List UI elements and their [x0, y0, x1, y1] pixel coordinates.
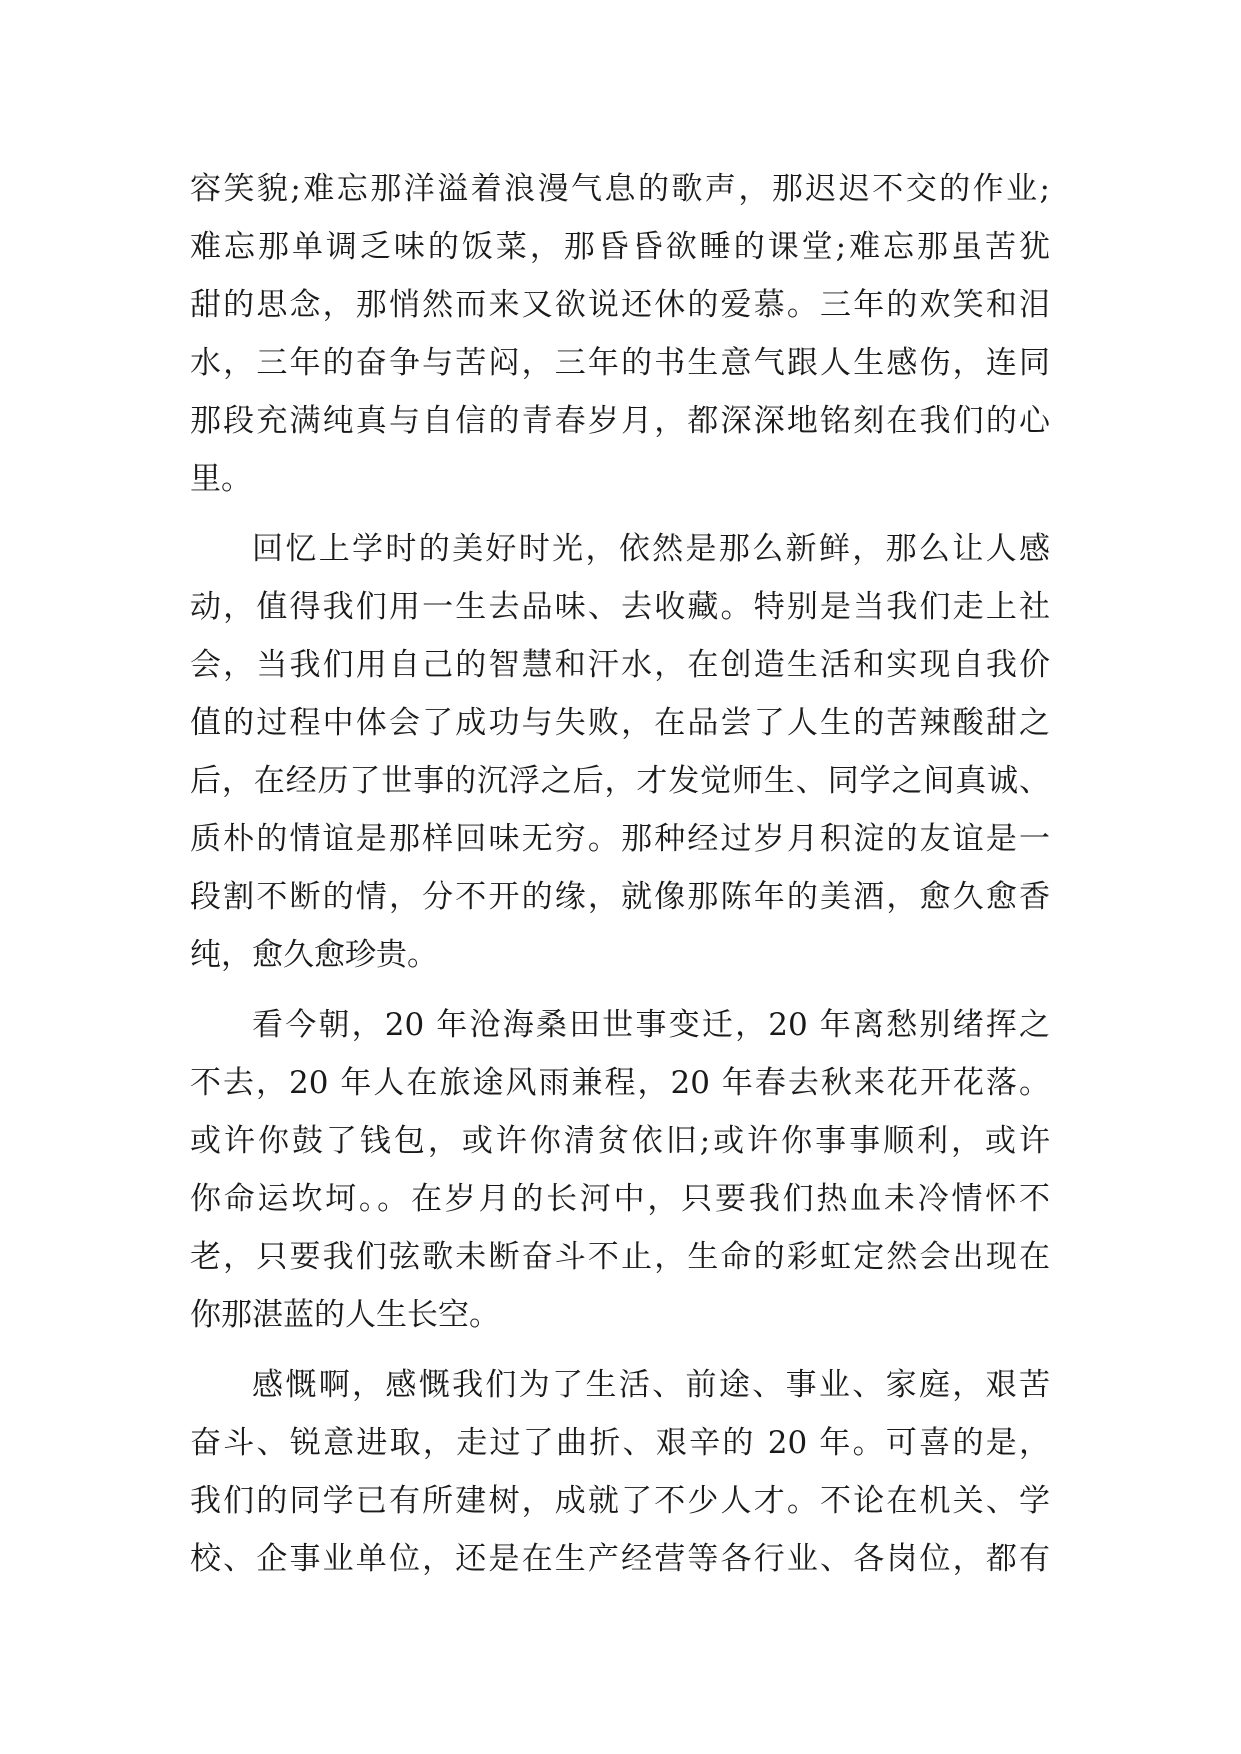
text-line: 校、企事业单位，还是在生产经营等各行业、各岗位，都有 — [190, 1541, 1050, 1577]
text-line: 容笑貌;难忘那洋溢着浪漫气息的歌声，那迟迟不交的作业; — [190, 171, 1050, 207]
text-line: 你命运坎坷。。在岁月的长河中，只要我们热血未冷情怀不 — [190, 1181, 1050, 1217]
text-line: 段割不断的情，分不开的缘，就像那陈年的美酒，愈久愈香 — [190, 879, 1050, 915]
text-line: 纯，愈久愈珍贵。 — [190, 937, 438, 973]
text-line: 甜的思念，那悄然而来又欲说还休的爱慕。三年的欢笑和泪 — [190, 287, 1050, 323]
paragraph — [190, 1356, 1050, 1588]
text-line: 水，三年的奋争与苦闷，三年的书生意气跟人生感伤，连同 — [190, 345, 1050, 381]
text-line: 感慨啊，感慨我们为了生活、前途、事业、家庭，艰苦 — [252, 1367, 1050, 1403]
paragraph — [190, 160, 1050, 508]
text-line: 那段充满纯真与自信的青春岁月，都深深地铭刻在我们的心 — [190, 403, 1050, 439]
text-line: 不去，20 年人在旅途风雨兼程，20 年春去秋来花开花落。 — [190, 1065, 1050, 1101]
paragraph — [190, 996, 1050, 1344]
text-line: 里。 — [190, 461, 252, 497]
text-line: 看今朝，20 年沧海桑田世事变迁，20 年离愁别绪挥之 — [252, 1007, 1050, 1043]
text-line: 难忘那单调乏味的饭菜，那昏昏欲睡的课堂;难忘那虽苦犹 — [190, 229, 1050, 265]
paragraph-gap — [190, 1344, 1050, 1356]
text-line: 回忆上学时的美好时光，依然是那么新鲜，那么让人感 — [252, 531, 1050, 567]
text-line: 会，当我们用自己的智慧和汗水，在创造生活和实现自我价 — [190, 647, 1050, 683]
document-body — [190, 160, 1050, 1588]
paragraph-gap — [190, 984, 1050, 996]
text-line: 老，只要我们弦歌未断奋斗不止，生命的彩虹定然会出现在 — [190, 1239, 1050, 1275]
text-line: 动，值得我们用一生去品味、去收藏。特别是当我们走上社 — [190, 589, 1050, 625]
text-line: 我们的同学已有所建树，成就了不少人才。不论在机关、学 — [190, 1483, 1050, 1519]
text-line: 质朴的情谊是那样回味无穷。那种经过岁月积淀的友谊是一 — [190, 821, 1050, 857]
text-line: 或许你鼓了钱包，或许你清贫依旧;或许你事事顺利，或许 — [190, 1123, 1050, 1159]
paragraph-gap — [190, 508, 1050, 520]
text-line: 后，在经历了世事的沉浮之后，才发觉师生、同学之间真诚、 — [190, 763, 1050, 799]
text-line: 你那湛蓝的人生长空。 — [190, 1297, 500, 1333]
text-line: 值的过程中体会了成功与失败，在品尝了人生的苦辣酸甜之 — [190, 705, 1050, 741]
text-line: 奋斗、锐意进取，走过了曲折、艰辛的 20 年。可喜的是， — [190, 1425, 1050, 1461]
paragraph — [190, 520, 1050, 984]
